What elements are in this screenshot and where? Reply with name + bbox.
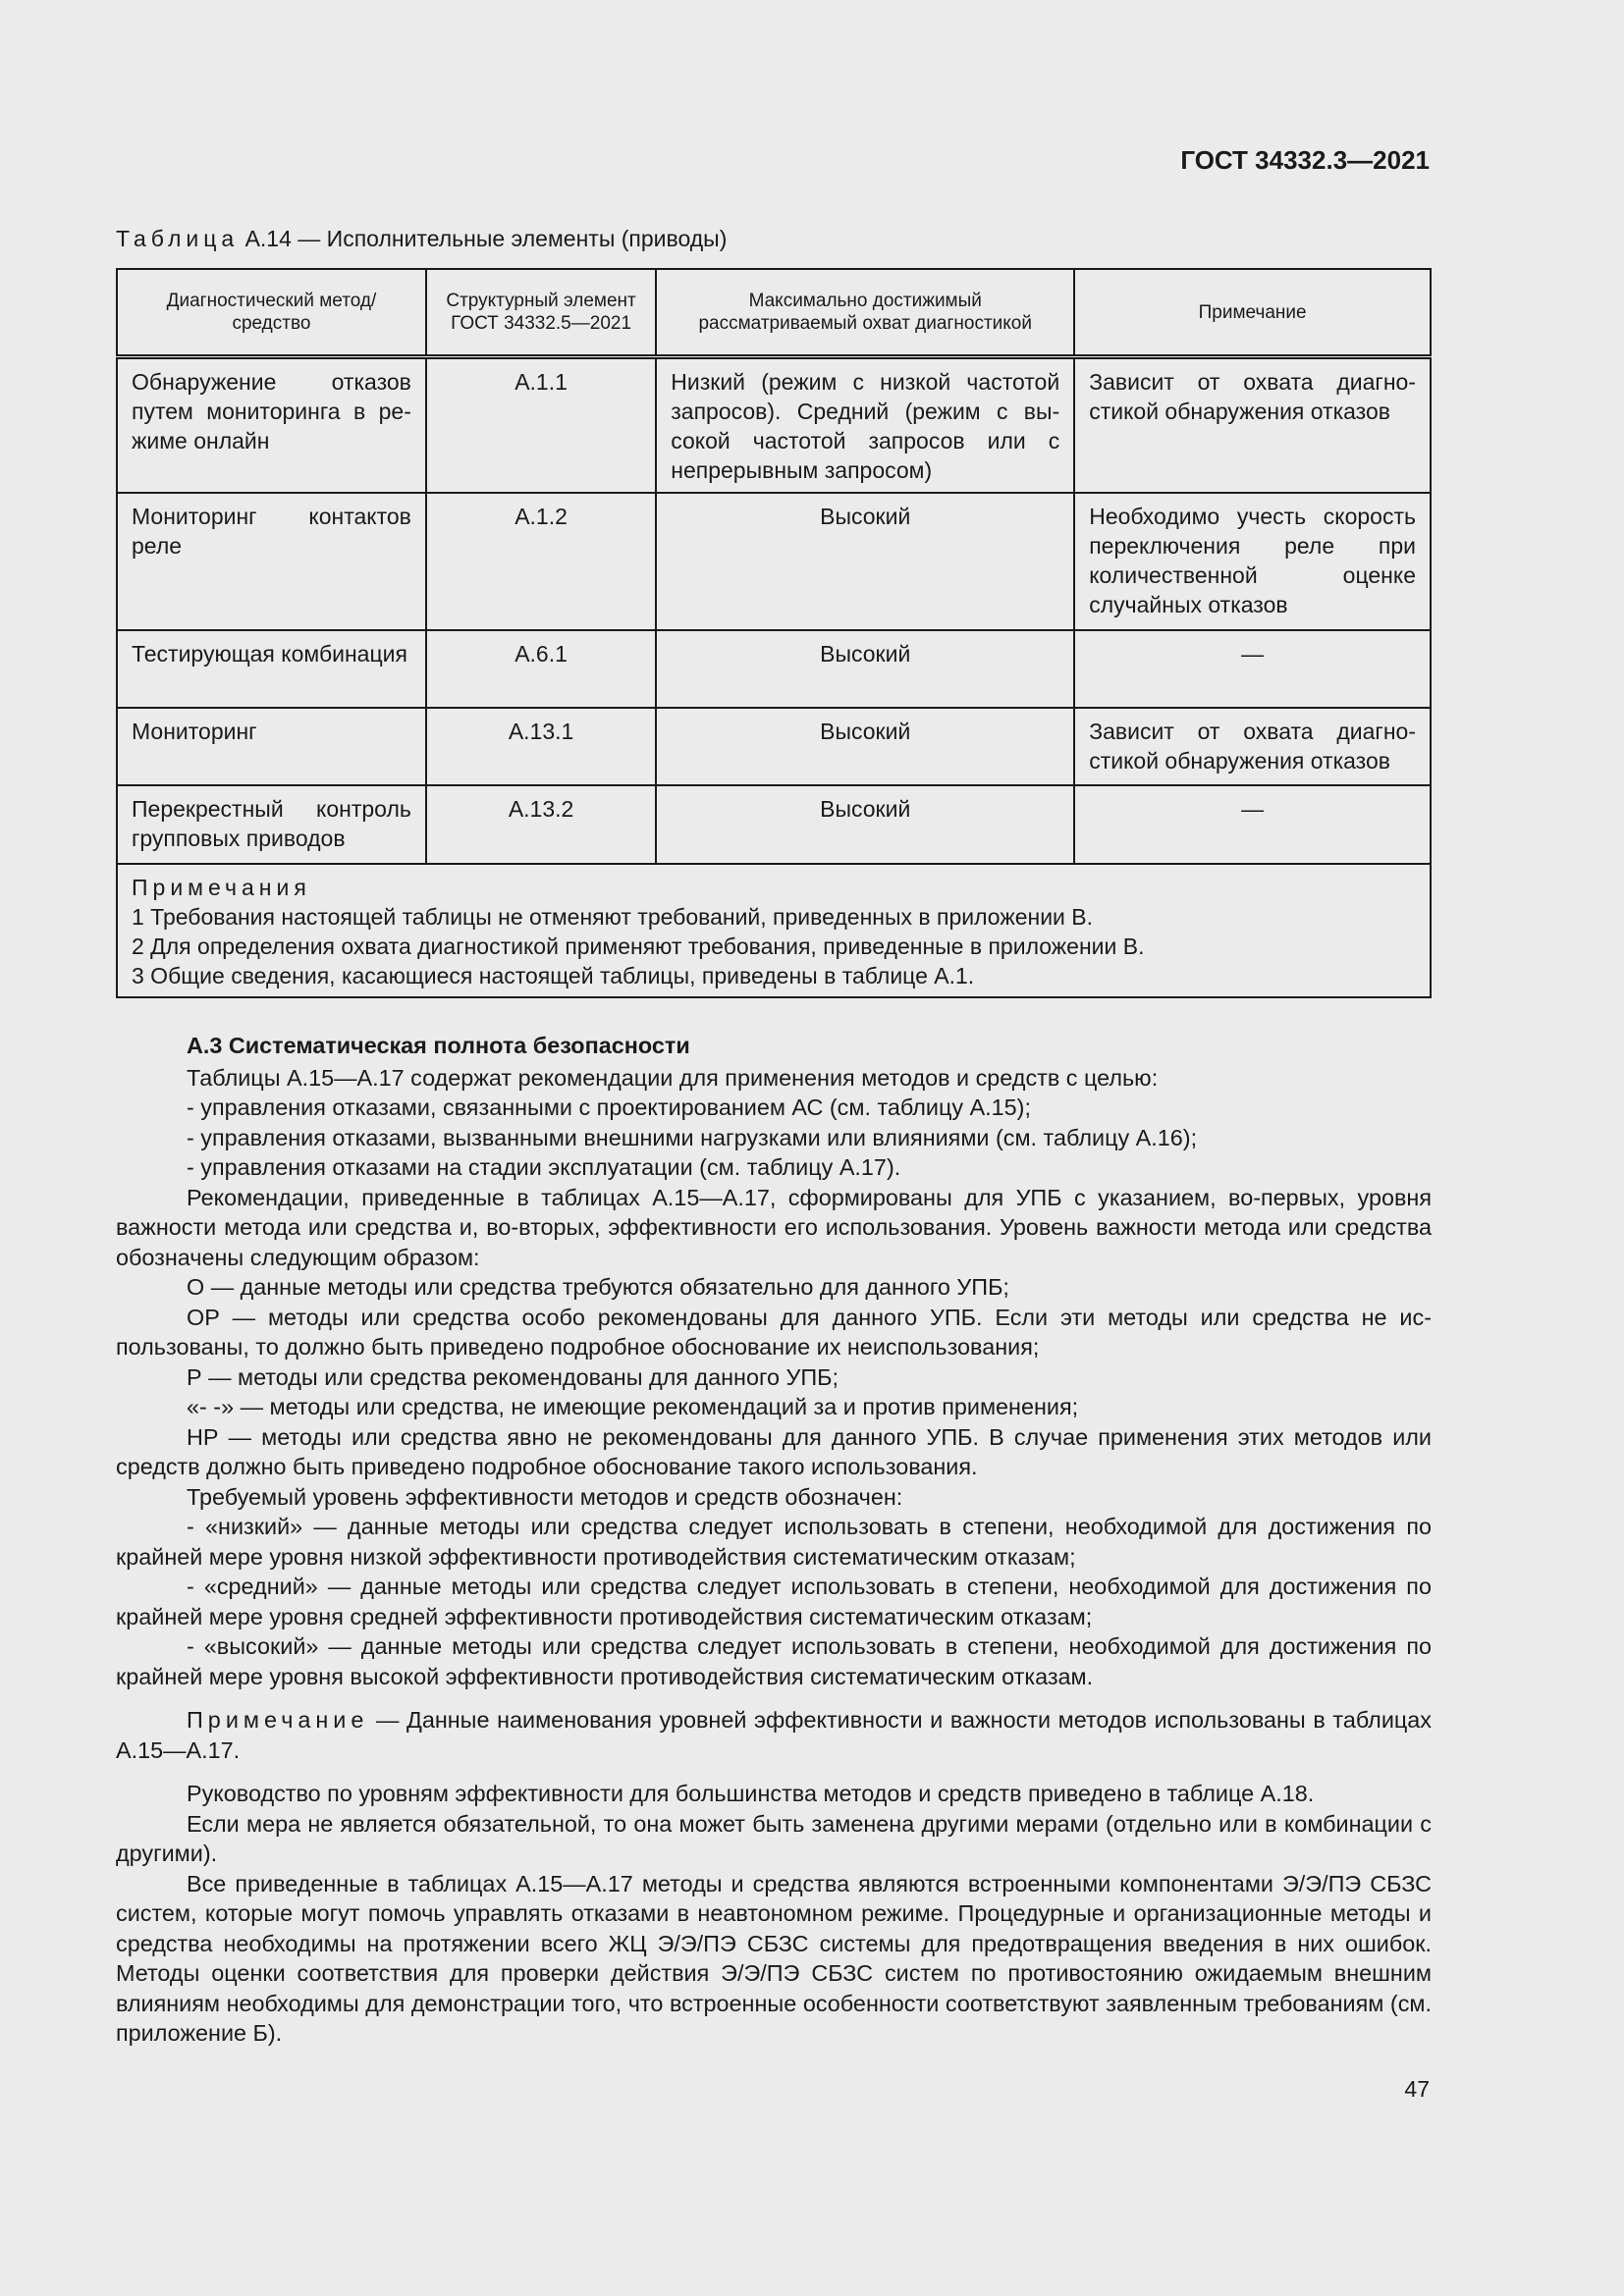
section-body [116, 1031, 1432, 2049]
paragraph: Все приведенные в таблицах А.15—А.17 методы и средства являются встроенными компонентами Э/Э/ПЭ СБЗС систем, которые могут помочь управлять отказами в неавтономном режиме. Процедурные и организационные методы и средства необходимы на протяжении всего ЖЦ Э/Э/ПЭ СБЗС системы для предотвращения введения в них ошибок. Методы оценки соответствия для проверки действия Э/Э/ПЭ СБЗС систем по противостоянию ожидаемым внешним влияниям необходимы для демонстрации того, что встроенные особенности соответствуют заявленным требованиям (см. приложение Б). [116, 1870, 1432, 2046]
actuators-table [116, 268, 1432, 998]
table-caption-title: А.14 — Исполнительные элементы (приводы) [244, 226, 728, 251]
cell-method: Обнаружение отказов путем мониторинга в режиме онлайн [117, 357, 426, 493]
note-text: — Данные наименования уровней эффективности и важности методов использованы в таблицах А.15—А.17. [116, 1707, 1432, 1763]
table-notes [117, 864, 1431, 997]
table-notes-row [117, 864, 1431, 997]
cell-note: Необходимо учесть скорость переключения реле при количественной оценке случайных отказов [1074, 493, 1431, 630]
cell-method: Тестирующая комбинация [117, 630, 426, 708]
cell-coverage: Низкий (режим с низкой частотой запросов). Средний (режим с высокой частотой запросов или с непрерывным запросом) [656, 357, 1074, 493]
cell-coverage: Высокий [656, 785, 1074, 864]
cell-element: А.1.1 [426, 357, 656, 493]
definition-r: Р — методы или средства рекомендованы для данного УПБ; [187, 1363, 839, 1390]
cell-element: А.6.1 [426, 630, 656, 708]
cell-note: Зависит от охвата диагностикой обнаружения отказов [1074, 708, 1431, 785]
cell-coverage: Высокий [656, 708, 1074, 785]
cell-coverage: Высокий [656, 630, 1074, 708]
table-header-row [117, 269, 1431, 357]
table-row [117, 357, 1431, 493]
level-medium: - «средний» — данные методы или средства следует использовать в степени, необходимой для достижения по крайней мере уровня средней эффективности противодействия систематическим отказам; [116, 1574, 1432, 1629]
bullet-item: - управления отказами на стадии эксплуатации (см. таблицу А.17). [187, 1154, 901, 1180]
definition-op: ОР — методы или средства особо рекомендованы для данного УПБ. Если эти методы или средства не использованы, то должно быть приведено подробное обоснование их неиспользования; [116, 1304, 1432, 1360]
section-note [116, 1705, 1432, 1765]
cell-coverage: Высокий [656, 493, 1074, 630]
header-note: Примечание [1074, 269, 1431, 357]
table-row [117, 493, 1431, 630]
paragraph: Таблицы А.15—А.17 содержат рекомендации для применения методов и средств с целью: [187, 1064, 1159, 1091]
cell-element: А.13.1 [426, 708, 656, 785]
document-code: ГОСТ 34332.3—2021 [1180, 145, 1430, 175]
cell-note: — [1074, 630, 1431, 708]
table-caption-word: Таблица [116, 226, 240, 251]
definition-o: О — данные методы или средства требуются обязательно для данного УПБ; [187, 1274, 1009, 1300]
cell-method: Мониторинг контактов реле [117, 493, 426, 630]
bullet-item: - управления отказами, связанными с проектированием АС (см. таблицу А.15); [187, 1095, 1031, 1120]
note-item: 3 Общие сведения, касающиеся настоящей таблицы, приведены в таблице А.1. [132, 962, 975, 988]
paragraph: Если мера не является обязательной, то она может быть заменена другими мерами (отдельно или в комбинации с другими). [116, 1810, 1432, 1866]
definition-dash: «- -» — методы или средства, не имеющие рекомендаций за и против применения; [187, 1394, 1079, 1419]
table-row [117, 630, 1431, 708]
header-coverage: Максимально достижимый рассматриваемый охват диагностикой [656, 269, 1074, 357]
cell-note: Зависит от охвата диагностикой обнаружения отказов [1074, 357, 1431, 493]
cell-note: — [1074, 785, 1431, 864]
note-item: 2 Для определения охвата диагностикой применяют требования, приведенные в приложении В. [132, 933, 1145, 959]
page-number: 47 [1404, 2076, 1430, 2102]
cell-method: Перекрестный контроль групповых приводов [117, 785, 426, 864]
paragraph: Рекомендации, приведенные в таблицах А.15—А.17, сформированы для УПБ с указанием, во-первых, уровня важности метода или средства и, во-вторых, эффективности его использования. Уровень важности метода или средства обозначены следующим образом: [116, 1184, 1432, 1270]
cell-method: Мониторинг [117, 708, 426, 785]
table-caption [116, 226, 727, 252]
section-heading: А.3 Систематическая полнота безопасности [187, 1033, 690, 1058]
header-method: Диагностический метод/ средство [117, 269, 426, 357]
cell-element: А.1.2 [426, 493, 656, 630]
level-high: - «высокий» — данные методы или средства следует использовать в степени, необходимой для достижения по крайней мере уровня высокой эффективности противодействия систематическим отказам. [116, 1633, 1432, 1689]
definition-nr: НР — методы или средства явно не рекомендованы для данного УПБ. В случае применения этих методов или средств должно быть приведено подробное обоснование такого использования. [116, 1423, 1432, 1479]
notes-title: Примечания [132, 874, 311, 900]
paragraph: Требуемый уровень эффективности методов и средств обозначен: [187, 1483, 903, 1510]
cell-element: А.13.2 [426, 785, 656, 864]
paragraph: Руководство по уровням эффективности для большинства методов и средств приведено в таблице А.18. [187, 1781, 1315, 1806]
level-low: - «низкий» — данные методы или средства следует использовать в степени, необходимой для достижения по крайней мере уровня низкой эффективности противодействия систематическим отказам; [116, 1514, 1432, 1570]
header-element: Структурный элемент ГОСТ 34332.5—2021 [426, 269, 656, 357]
table-row [117, 785, 1431, 864]
note-word: Примечание [187, 1707, 369, 1733]
table-row [117, 708, 1431, 785]
bullet-item: - управления отказами, вызванными внешними нагрузками или влияниями (см. таблицу А.16); [187, 1124, 1198, 1150]
note-item: 1 Требования настоящей таблицы не отменяют требований, приведенных в приложении В. [132, 903, 1094, 930]
